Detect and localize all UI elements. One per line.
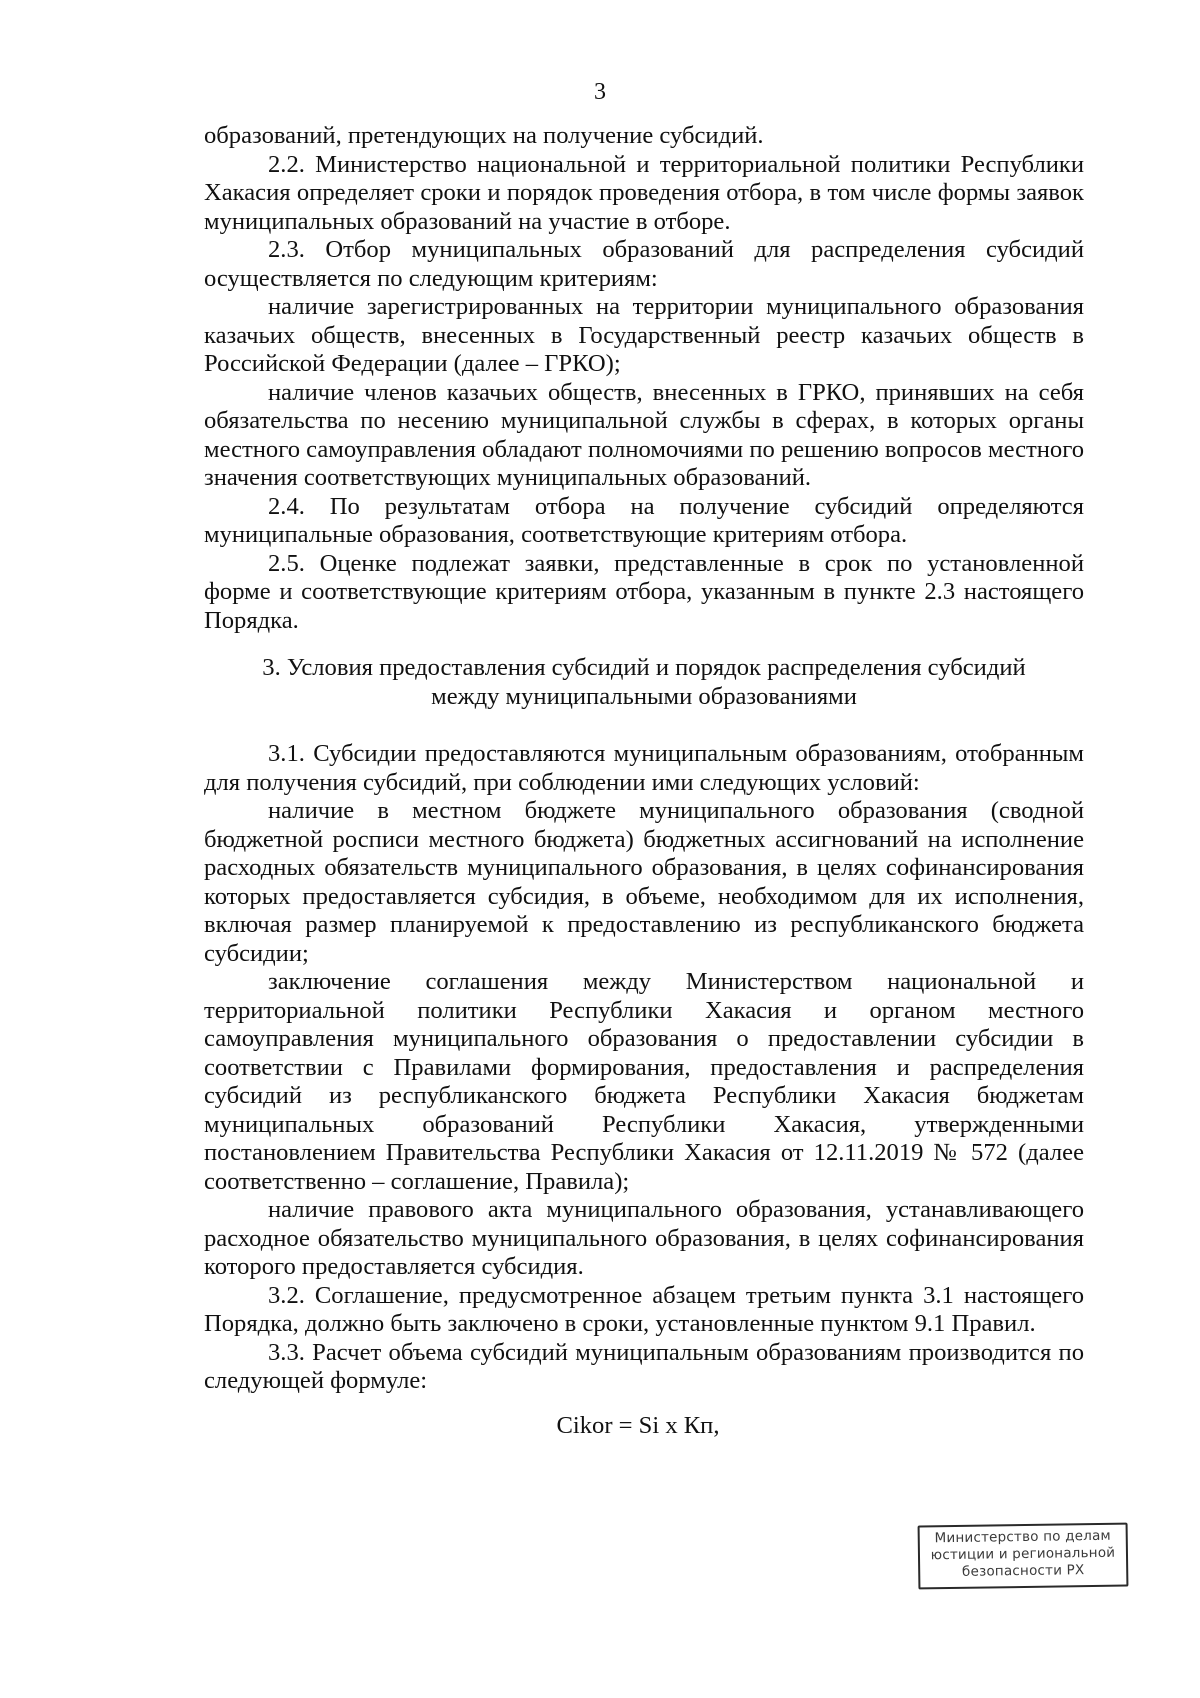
- ministry-stamp: [918, 1523, 1129, 1590]
- paragraph-3-2: 3.2. Соглашение, предусмотренное абзацем третьим пункта 3.1 настоящего Порядка, должно быть заключено в сроки, установленные пунктом 9.1 Правил.: [204, 1281, 1084, 1337]
- paragraph-2-3: 2.3. Отбор муниципальных образований для распределения субсидий осуществляется по следующим критериям:: [204, 236, 1084, 292]
- condition-3: наличие правового акта муниципального образования, устанавливающего расходное обязательство муниципального образования, в целях софинансирования которого предоставляется субсидия.: [204, 1196, 1084, 1280]
- section-3-body: [204, 740, 1084, 1396]
- page-number: 3: [594, 79, 606, 105]
- section-2-body: [204, 122, 1084, 635]
- paragraph-3-3: 3.3. Расчет объема субсидий муниципальным образованиям производится по следующей формуле:: [204, 1338, 1084, 1394]
- stamp-line-2: юстиции и региональной: [930, 1544, 1116, 1564]
- subsidy-formula: Cikor = Si x Кп,: [556, 1412, 720, 1439]
- criterion-1: наличие зарегистрированных на территории муниципального образования казачьих обществ, внесенных в Государственный реестр казачьих обществ в Российской Федерации (далее – ГРКО);: [204, 293, 1084, 377]
- section-3-heading-line-2: между муниципальными образованиями: [431, 682, 857, 710]
- section-3-heading-line-1: 3. Условия предоставления субсидий и порядок распределения субсидий: [262, 654, 1026, 681]
- paragraph-2-5: 2.5. Оценке подлежат заявки, представленные в срок по установленной форме и соответствующие критериям отбора, указанным в пункте 2.3 настоящего Порядка.: [204, 549, 1084, 634]
- stamp-line-1: Министерство по делам: [934, 1527, 1111, 1547]
- condition-2: заключение соглашения между Министерством национальной и территориальной политики Республики Хакасия и органом местного самоуправления муниципального образования о предоставлении субсидии в соответствии с Правилами формирования, предоставления и распределения субсидий из республиканского бюджета Республики Хакасия бюджетам муниципальных образований Республики Хакасия, утвержденными постановлением Правительства Республики Хакасия от 12.11.2019 № 572 (далее соответственно – соглашение, Правила);: [204, 968, 1084, 1195]
- criterion-2: наличие членов казачьих обществ, внесенных в ГРКО, принявших на себя обязательства по несению муниципальной службы в сферах, в которых органы местного самоуправления обладают полномочиями по решению вопросов местного значения соответствующих муниципальных образований.: [204, 378, 1084, 491]
- paragraph-2-2: 2.2. Министерство национальной и территориальной политики Республики Хакасия определяет сроки и порядок проведения отбора, в том числе формы заявок муниципальных образований на участие в отборе.: [204, 150, 1084, 235]
- paragraph-3-1: 3.1. Субсидии предоставляются муниципальным образованиям, отобранным для получения субсидий, при соблюдении ими следующих условий:: [204, 740, 1084, 796]
- section-3-heading: [204, 654, 1084, 711]
- paragraph-2-4: 2.4. По результатам отбора на получение субсидий определяются муниципальные образования, соответствующие критериям отбора.: [204, 492, 1084, 548]
- stamp-line-3: безопасности РХ: [961, 1562, 1085, 1580]
- paragraph-continuation: образований, претендующих на получение субсидий.: [204, 122, 764, 149]
- condition-1: наличие в местном бюджете муниципального образования (сводной бюджетной росписи местного бюджета) бюджетных ассигнований на исполнение расходных обязательств муниципального образования, в целях софинансирования которых предоставляется субсидия, в объеме, необходимом для их исполнения, включая размер планируемой к предоставлению из республиканского бюджета субсидии;: [204, 797, 1084, 967]
